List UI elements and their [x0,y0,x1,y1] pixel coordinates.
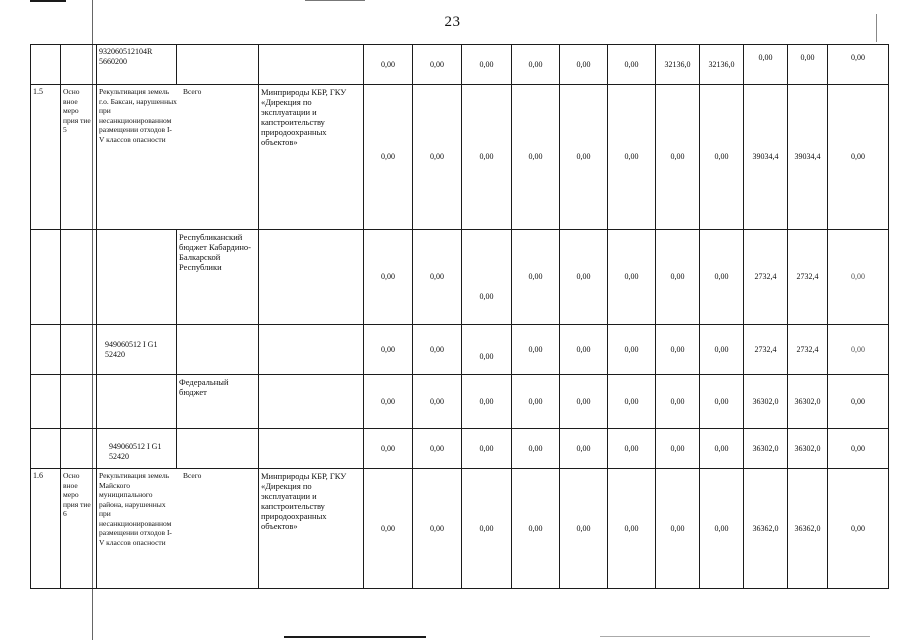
amount-cell: 32136,0 [700,45,744,85]
executor-cell [259,375,364,429]
amount-cell: 0,00 [413,429,462,469]
activity-type-cell: Осно вное меро прия тие 5 [61,85,97,230]
amount-cell: 0,00 [364,45,413,85]
amount-cell: 0,00 [560,325,608,375]
amount-cell: 0,00 [656,375,700,429]
funding-source-cell: Федеральный бюджет [177,375,259,429]
amount-cell: 0,00 [788,45,828,85]
amount-cell: 0,00 [608,375,656,429]
amount-cell: 0,00 [512,85,560,230]
funding-source-cell [177,325,259,375]
amount-cell: 0,00 [608,230,656,325]
table-row [31,85,889,230]
table-row [31,230,889,325]
amount-cell: 0,00 [512,429,560,469]
activity-name-group [97,85,259,230]
amount-cell: 0,00 [512,45,560,85]
amount-cell: 0,00 [744,45,788,85]
amount-cell: 0,00 [413,45,462,85]
amount-cell: 0,00 [828,325,889,375]
amount-cell: 0,00 [700,469,744,589]
amount-cell: 0,00 [560,375,608,429]
row-number-cell [31,375,61,429]
scan-mark-top-center [305,0,365,1]
amount-cell: 0,00 [828,85,889,230]
amount-cell: 2732,4 [788,230,828,325]
amount-cell: 0,00 [560,469,608,589]
amount-cell: 2732,4 [788,325,828,375]
amount-cell: 0,00 [656,85,700,230]
activity-name-group [97,469,259,589]
executor-cell: Минприроды КБР, ГКУ «Дирекция по эксплуатации и капстроительству природоохранных объектов» [259,85,364,230]
amount-cell: 36302,0 [788,429,828,469]
amount-cell: 0,00 [560,85,608,230]
budget-code-cell: 932060512104R 5660200 [97,45,177,85]
amount-cell: 0,00 [656,469,700,589]
amount-cell: 0,00 [608,325,656,375]
scan-mark-bottom-right [600,636,870,637]
amount-cell: 2732,4 [744,325,788,375]
amount-cell: 0,00 [462,230,512,325]
amount-cell: 0,00 [560,45,608,85]
amount-cell: 0,00 [656,429,700,469]
amount-cell: 0,00 [364,429,413,469]
amount-cell: 0,00 [560,429,608,469]
amount-cell: 0,00 [700,375,744,429]
amount-cell: 0,00 [700,325,744,375]
activity-type-cell [61,325,97,375]
amount-cell: 0,00 [608,429,656,469]
amount-cell: 36302,0 [744,375,788,429]
amount-cell: 36362,0 [744,469,788,589]
activity-type-cell [61,429,97,469]
amount-cell: 0,00 [656,230,700,325]
amount-cell: 36302,0 [744,429,788,469]
amount-cell: 0,00 [364,85,413,230]
amount-cell: 36302,0 [788,375,828,429]
amount-cell: 0,00 [413,375,462,429]
amount-cell: 0,00 [828,230,889,325]
amount-cell: 0,00 [462,325,512,375]
amount-cell: 0,00 [828,429,889,469]
row-number-cell [31,45,61,85]
activity-type-cell [61,375,97,429]
activity-type-cell: Осно вное меро прия тие 6 [61,469,97,589]
table-row [31,469,889,589]
table-row [31,375,889,429]
amount-cell: 0,00 [828,45,889,85]
activity-name-cell: Рекультивация земель Майского муниципального района, нарушенных при несанкционированном размещении отходов I-V классов опасности [99,471,172,547]
amount-cell: 0,00 [560,230,608,325]
amount-cell: 0,00 [608,85,656,230]
row-number-cell: 1.5 [31,85,61,230]
amount-cell: 36362,0 [788,469,828,589]
table-row [31,325,889,375]
amount-cell: 0,00 [364,375,413,429]
amount-cell: 0,00 [828,375,889,429]
executor-cell [259,325,364,375]
amount-cell: 0,00 [512,375,560,429]
amount-cell: 32136,0 [656,45,700,85]
amount-cell: 0,00 [512,325,560,375]
amount-cell: 0,00 [364,325,413,375]
funding-source-cell: Республиканский бюджет Кабардино-Балкарской Республики [177,230,259,325]
scan-mark-bottom-center [284,636,426,638]
executor-cell [259,45,364,85]
page-number: 23 [444,14,461,30]
budget-code-cell [97,230,177,325]
amount-cell: 0,00 [512,469,560,589]
amount-cell: 0,00 [364,469,413,589]
funding-source-cell [177,429,259,469]
amount-cell: 39034,4 [788,85,828,230]
activity-name-cell: Рекультивация земель г.о. Баксан, нарушенных при несанкционированном размещении отходов I-V классов опасности [99,87,177,144]
amount-cell: 0,00 [700,230,744,325]
amount-cell: 0,00 [413,469,462,589]
amount-cell: 0,00 [462,375,512,429]
amount-cell: 0,00 [413,230,462,325]
amount-cell: 2732,4 [744,230,788,325]
table-row [31,45,889,85]
row-number-cell [31,325,61,375]
table-row [31,429,889,469]
amount-cell: 0,00 [413,85,462,230]
executor-cell: Минприроды КБР, ГКУ «Дирекция по эксплуатации и капстроительству природоохранных объектов» [259,469,364,589]
budget-code-cell: 949060512 I G1 52420 [97,325,177,375]
amount-cell: 39034,4 [744,85,788,230]
amount-cell: 0,00 [462,469,512,589]
row-number-cell [31,429,61,469]
amount-cell: 0,00 [512,230,560,325]
row-number-cell: 1.6 [31,469,61,589]
scan-mark-top-left [30,0,66,2]
amount-cell: 0,00 [413,325,462,375]
amount-cell: 0,00 [608,469,656,589]
amount-cell: 0,00 [608,45,656,85]
funding-source-cell: Всего [183,87,202,96]
amount-cell: 0,00 [828,469,889,589]
amount-cell: 0,00 [364,230,413,325]
amount-cell: 0,00 [656,325,700,375]
activity-type-cell [61,45,97,85]
budget-code-cell: 949060512 I G1 52420 [97,429,177,469]
budget-table [30,44,889,589]
amount-cell: 0,00 [700,429,744,469]
budget-code-cell [97,375,177,429]
amount-cell: 0,00 [700,85,744,230]
funding-source-cell [177,45,259,85]
executor-cell [259,230,364,325]
amount-cell: 0,00 [462,85,512,230]
activity-type-cell [61,230,97,325]
funding-source-cell: Всего [183,471,202,480]
row-number-cell [31,230,61,325]
amount-cell: 0,00 [462,429,512,469]
amount-cell: 0,00 [462,45,512,85]
executor-cell [259,429,364,469]
